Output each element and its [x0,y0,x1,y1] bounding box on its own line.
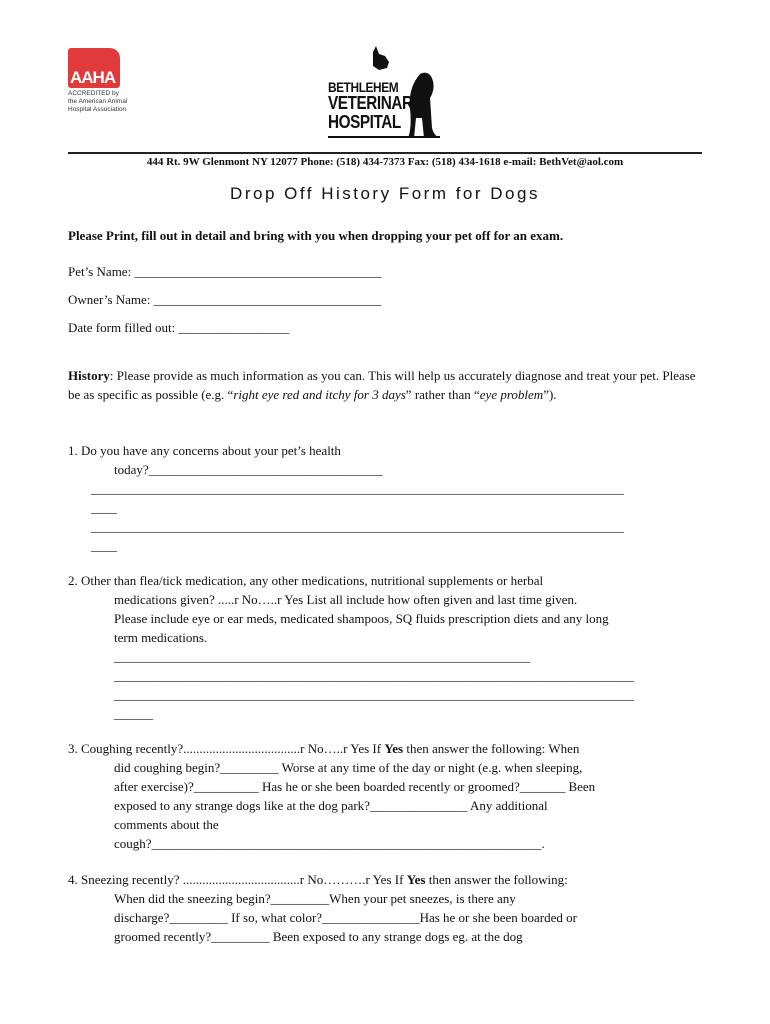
q2-answer-line-2[interactable]: ________________________________________________________________________________ [114,668,634,683]
q4-text-a: 4. Sneezing recently? ....................................r No……….r Yes If [68,872,407,887]
history-text-2: ” rather than “ [405,387,480,402]
q3-line-6[interactable]: cough?____________________________________________________________. [114,836,545,851]
history-text-3: ”). [543,387,557,402]
q2-line-2[interactable]: medications given? .....r No…..r Yes List all include how often given and last time given. [114,592,578,607]
hospital-logo [328,44,446,144]
owners-name-field[interactable]: Owner’s Name: ___________________________________ [68,292,382,307]
q2-line-1: 2. Other than flea/tick medication, any other medications, nutritional supplements or herbal [68,573,544,588]
history-example-1: right eye red and itchy for 3 days [233,387,406,402]
pets-name-field[interactable]: Pet’s Name: ______________________________________ [68,264,382,279]
q2-answer-line-4[interactable]: ______ [114,706,153,721]
q4-line-1[interactable] [68,870,568,889]
aaha-logo [68,48,128,118]
history-label: History [68,368,110,383]
hospital-name-line1: BETHLEHEM [328,79,399,95]
q1-answer-line-5[interactable]: ____ [91,538,117,553]
q1-answer-line-1[interactable]: today?____________________________________ [114,462,383,477]
q1-answer-line-3[interactable]: ____ [91,500,117,515]
q1-answer-line-4[interactable]: __________________________________________________________________________________ [91,519,624,534]
q3-line-3[interactable]: after exercise)?__________ Has he or she been boarded recently or groomed?_______ Been [114,779,596,794]
hospital-name [328,80,422,132]
q3-line-2[interactable]: did coughing begin?_________ Worse at any time of the day or night (e.g. when sleeping, [114,760,583,775]
hospital-name-line2: VETERINARY [328,93,422,113]
q1-answer-line-2[interactable]: __________________________________________________________________________________ [91,481,624,496]
q1-line-1: 1. Do you have any concerns about your pet’s health [68,443,341,458]
instruction-text: Please Print, fill out in detail and bring with you when dropping your pet off for an exam. [68,228,564,243]
q3-line-1[interactable] [68,739,579,758]
date-field[interactable]: Date form filled out: _________________ [68,320,289,335]
q4-line-3[interactable]: discharge?_________ If so, what color?_______________Has he or she been boarded or [114,910,577,925]
q4-text-c: then answer the following: [425,872,568,887]
q3-line-5: comments about the [114,817,219,832]
q2-line-3: Please include eye or ear meds, medicated shampoos, SQ fluids prescription diets and any long [114,611,609,626]
q3-text-c: then answer the following: When [403,741,580,756]
aaha-mark: AAHA [70,68,116,87]
hospital-name-line3: HOSPITAL [328,112,401,132]
q3-yes-bold: Yes [384,741,404,756]
q4-line-4[interactable]: groomed recently?_________ Been exposed to any strange dogs eg. at the dog [114,929,523,944]
q2-answer-line-3[interactable]: ________________________________________________________________________________ [114,687,634,702]
header-divider [68,152,702,154]
q2-line-4: term medications. [114,630,208,645]
q2-answer-line-1[interactable]: ________________________________________________________________ [114,649,530,664]
history-text-1: : Please provide as much information as you can. This will help us accurately diagnose and treat your pet. Please be as specific as possible (e.g. “ [68,368,696,402]
aaha-subtitle: ACCREDITED by the American Animal Hospital Association [68,90,128,113]
q3-line-4[interactable]: exposed to any strange dogs like at the dog park?_______________ Any additional [114,798,548,813]
q4-yes-bold: Yes [406,872,426,887]
address-line: 444 Rt. 9W Glenmont NY 12077 Phone: (518) 434-7373 Fax: (518) 434-1618 e-mail: BethVet@aol.com [146,156,624,168]
q3-text-a: 3. Coughing recently?....................................r No…..r Yes If [68,741,385,756]
q4-line-2[interactable]: When did the sneezing begin?_________When your pet sneezes, is there any [114,891,516,906]
form-title: Drop Off History Form for Dogs [230,184,540,203]
history-example-2: eye problem [479,387,544,402]
history-paragraph [68,366,702,404]
